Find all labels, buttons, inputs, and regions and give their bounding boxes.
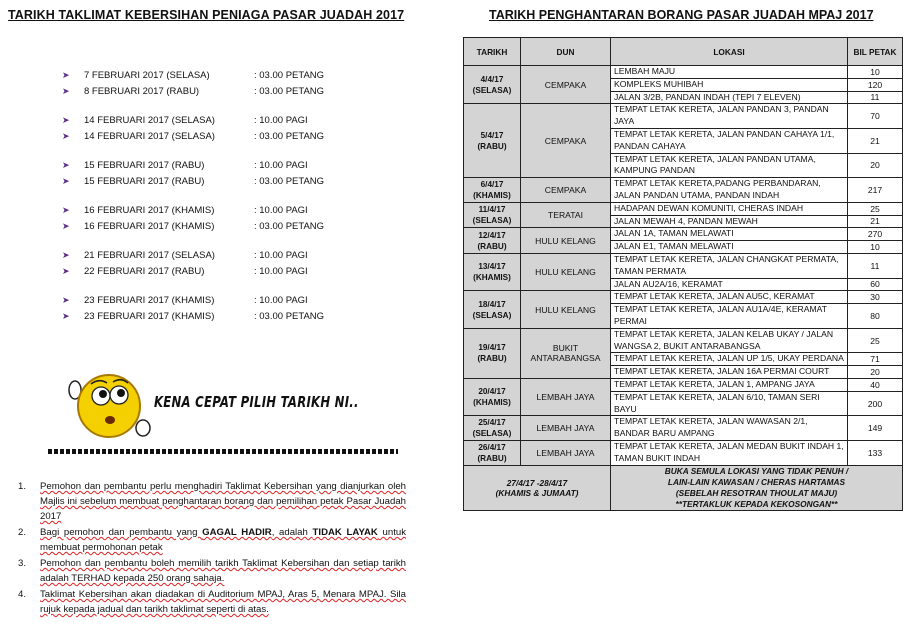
dotted-divider — [48, 449, 398, 454]
location-name: JALAN AU2A/16, KERAMAT — [611, 278, 848, 291]
lot-count: 40 — [848, 378, 903, 391]
smiley-icon — [63, 368, 153, 444]
location-name: TEMPAT LETAK KERETA, JALAN AU1A/4E, KERAMAT PERMAI — [611, 304, 848, 329]
note-text-part: GAGAL HADIR — [202, 527, 272, 538]
delivery-date — [464, 202, 521, 228]
delivery-date — [464, 378, 521, 415]
schedule-time: : 10.00 PAGI — [254, 249, 308, 261]
delivery-day: (RABU) — [477, 241, 507, 251]
location-name: JALAN 3/2B, PANDAN INDAH (TEPI 7 ELEVEN) — [611, 91, 848, 104]
note-text-part: Taklimat Kebersihan akan diadakan di Auditorium MPAJ, Aras 5, Menara MPAJ. Sila rujuk kepada jadual dan tarikh taklimat seperti di atas. — [40, 589, 406, 615]
location-name: TEMPAT LETAK KERETA, JALAN AU5C, KERAMAT — [611, 291, 848, 304]
notes-list — [18, 479, 406, 618]
schedule-date: 16 FEBRUARI 2017 (KHAMIS) — [84, 204, 215, 216]
schedule-row — [62, 67, 382, 83]
delivery-day: (SELASA) — [472, 216, 512, 226]
dun-name: LEMBAH JAYA — [521, 378, 611, 415]
bullet-arrow-icon: ➤ — [62, 130, 70, 141]
lot-count: 200 — [848, 391, 903, 416]
bullet-arrow-icon: ➤ — [62, 220, 70, 231]
bullet-arrow-icon: ➤ — [62, 69, 70, 80]
schedule-row — [62, 112, 382, 128]
lot-count: 20 — [848, 366, 903, 379]
location-name: JALAN MEWAH 4, PANDAN MEWAH — [611, 215, 848, 228]
lot-count: 120 — [848, 78, 903, 91]
delivery-date-value: 6/4/17 — [480, 179, 504, 189]
final-dates — [464, 465, 611, 510]
dun-name: CEMPAKA — [521, 178, 611, 203]
bullet-arrow-icon: ➤ — [62, 204, 70, 215]
bullet-arrow-icon: ➤ — [62, 159, 70, 170]
schedule-date: 23 FEBRUARI 2017 (KHAMIS) — [84, 294, 215, 306]
schedule-group — [62, 247, 382, 279]
location-name: TEMPAT LETAK KERETA, JALAN PANDAN UTAMA, KAMPUNG PANDAN — [611, 153, 848, 178]
lot-count: 149 — [848, 416, 903, 441]
header-bil-petak: BIL PETAK — [848, 38, 903, 66]
note-item — [18, 556, 406, 586]
schedule-row — [62, 292, 382, 308]
schedule-row — [62, 202, 382, 218]
schedule-time: : 03.00 PETANG — [254, 175, 325, 187]
schedule-date: 7 FEBRUARI 2017 (SELASA) — [84, 69, 210, 81]
note-text-part: TIDAK LAYAK — [312, 527, 378, 538]
lot-count: 10 — [848, 66, 903, 79]
lot-count: 71 — [848, 353, 903, 366]
location-name: JALAN E1, TAMAN MELAWATI — [611, 241, 848, 254]
note-text-part: Bagi pemohon dan pembantu yang — [40, 527, 203, 538]
final-row — [464, 465, 903, 510]
table-row — [464, 328, 903, 353]
final-note — [611, 465, 903, 510]
dun-name: LEMBAH JAYA — [521, 416, 611, 441]
schedule-time: : 03.00 PETANG — [254, 85, 325, 97]
table-row — [464, 378, 903, 391]
schedule-row — [62, 247, 382, 263]
schedule-date: 8 FEBRUARI 2017 (RABU) — [84, 85, 200, 97]
header-lokasi: LOKASI — [611, 38, 848, 66]
delivery-date — [464, 178, 521, 203]
location-name: TEMPAT LETAK KERETA, JALAN WAWASAN 2/1, BANDAR BARU AMPANG — [611, 416, 848, 441]
delivery-date — [464, 328, 521, 378]
lot-count: 11 — [848, 253, 903, 278]
delivery-date-value: 25/4/17 — [478, 418, 506, 428]
location-name: TEMPAT LETAK KERETA, JALAN 16A PERMAI COURT — [611, 366, 848, 379]
location-name: TEMPAT LETAK KERETA, JALAN 6/10, TAMAN SERI BAYU — [611, 391, 848, 416]
schedule-time: : 10.00 PAGI — [254, 294, 308, 306]
header-dun: DUN — [521, 38, 611, 66]
location-name: TEMPAT LETAK KERETA,PADANG PERBANDARAN, JALAN PANDAN UTAMA, PANDAN INDAH — [611, 178, 848, 203]
schedule-row — [62, 218, 382, 234]
delivery-date — [464, 253, 521, 290]
schedule-date: 14 FEBRUARI 2017 (SELASA) — [84, 114, 215, 126]
note-text-part: Pemohon dan pembantu boleh memilih tarikh Taklimat Kebersihan dan setiap tarikh adalah TERHAD kepada 250 orang sahaja. — [40, 558, 406, 584]
dun-name: HULU KELANG — [521, 291, 611, 328]
schedule-row — [62, 128, 382, 144]
delivery-panel — [455, 0, 910, 644]
final-note-line: LAIN-LAIN KAWASAN / CHERAS HARTAMAS — [667, 476, 846, 487]
location-name: TEMPAT LETAK KERETA, JALAN CHANGKAT PERMATA, TAMAN PERMATA — [611, 253, 848, 278]
delivery-date-value: 11/4/17 — [478, 205, 506, 215]
schedule-time: : 10.00 PAGI — [254, 114, 308, 126]
table-row — [464, 291, 903, 304]
schedule-row — [62, 83, 382, 99]
table-row — [464, 440, 903, 465]
lot-count: 21 — [848, 128, 903, 153]
schedule-row — [62, 308, 382, 324]
final-date-range: 27/4/17 -28/4/17 — [506, 477, 568, 488]
schedule-group — [62, 202, 382, 234]
dun-name: BUKIT ANTARABANGSA — [521, 328, 611, 378]
note-item — [18, 479, 406, 524]
note-text — [40, 479, 406, 524]
location-name: TEMPAT LETAK KERETA, JALAN MEDAN BUKIT INDAH 1, TAMAN BUKIT INDAH — [611, 440, 848, 465]
lot-count: 217 — [848, 178, 903, 203]
note-number: 1. — [18, 481, 27, 492]
delivery-title: TARIKH PENGHANTARAN BORANG PASAR JUADAH MPAJ 2017 — [489, 8, 874, 22]
table-row — [464, 228, 903, 241]
schedule-time: : 10.00 PAGI — [254, 159, 308, 171]
schedule-date: 16 FEBRUARI 2017 (KHAMIS) — [84, 220, 215, 232]
final-date-days: (KHAMIS & JUMAAT) — [495, 487, 579, 498]
delivery-day: (SELASA) — [472, 85, 512, 95]
header-tarikh: TARIKH — [464, 38, 521, 66]
dun-name: HULU KELANG — [521, 253, 611, 290]
delivery-day: (KHAMIS) — [473, 190, 511, 200]
delivery-day: (KHAMIS) — [473, 398, 511, 408]
schedule-date: 21 FEBRUARI 2017 (SELASA) — [84, 249, 215, 261]
note-text-part: , adalah — [271, 527, 313, 538]
bullet-arrow-icon: ➤ — [62, 85, 70, 96]
delivery-date-value: 12/4/17 — [478, 230, 506, 240]
schedule-time: : 10.00 PAGI — [254, 265, 308, 277]
location-name: TEMPAT LETAK KERETA, JALAN PANDAN 3, PANDAN JAYA — [611, 104, 848, 129]
location-name: LEMBAH MAJU — [611, 66, 848, 79]
schedule-time: : 03.00 PETANG — [254, 69, 325, 81]
delivery-date — [464, 440, 521, 465]
delivery-date-value: 20/4/17 — [478, 387, 506, 397]
lot-count: 25 — [848, 202, 903, 215]
lot-count: 70 — [848, 104, 903, 129]
briefing-title: TARIKH TAKLIMAT KEBERSIHAN PENIAGA PASAR JUADAH 2017 — [8, 8, 405, 22]
schedule-time: : 03.00 PETANG — [254, 310, 325, 322]
final-note-line: (SEBELAH RESOTRAN THOULAT MAJU) — [675, 487, 838, 498]
location-name: TEMPAT LETAK KERETA, JALAN KELAB UKAY / JALAN WANGSA 2, BUKIT ANTARABANGSA — [611, 328, 848, 353]
delivery-date — [464, 291, 521, 328]
lot-count: 25 — [848, 328, 903, 353]
delivery-date — [464, 416, 521, 441]
bullet-arrow-icon: ➤ — [62, 249, 70, 260]
schedule-date: 15 FEBRUARI 2017 (RABU) — [84, 159, 205, 171]
bullet-arrow-icon: ➤ — [62, 294, 70, 305]
location-name: HADAPAN DEWAN KOMUNITI, CHERAS INDAH — [611, 202, 848, 215]
location-name: TEMPAT LETAK KERETA, JALAN 1, AMPANG JAYA — [611, 378, 848, 391]
note-text-part: untuk membuat permohonan petak — [40, 527, 407, 553]
schedule-group — [62, 112, 382, 144]
delivery-date-value: 26/4/17 — [478, 442, 506, 452]
lot-count: 60 — [848, 278, 903, 291]
location-name: KOMPLEKS MUHIBAH — [611, 78, 848, 91]
location-name: JALAN 1A, TAMAN MELAWATI — [611, 228, 848, 241]
note-text — [40, 556, 406, 586]
location-name: TEMPAT LETAK KERETA, JALAN UP 1/5, UKAY PERDANA — [611, 353, 848, 366]
delivery-date-value: 18/4/17 — [478, 299, 506, 309]
dun-name: HULU KELANG — [521, 228, 611, 254]
location-name: TEMPAT LETAK KERETA, JALAN PANDAN CAHAYA 1/1, PANDAN CAHAYA — [611, 128, 848, 153]
delivery-date-value: 19/4/17 — [478, 343, 506, 353]
delivery-day: (RABU) — [477, 453, 507, 463]
delivery-date-value: 5/4/17 — [480, 130, 504, 140]
dun-name: TERATAI — [521, 202, 611, 228]
delivery-day: (RABU) — [477, 354, 507, 364]
note-number: 2. — [18, 527, 27, 538]
note-text — [40, 525, 406, 555]
table-row — [464, 66, 903, 79]
delivery-day: (KHAMIS) — [473, 273, 511, 283]
delivery-day: (RABU) — [477, 141, 507, 151]
schedule-row — [62, 157, 382, 173]
schedule-group — [62, 157, 382, 189]
table-row — [464, 253, 903, 278]
delivery-table — [463, 37, 903, 511]
schedule-row — [62, 173, 382, 189]
schedule-time: : 03.00 PETANG — [254, 130, 325, 142]
table-header-row — [464, 38, 903, 66]
delivery-date — [464, 228, 521, 254]
table-body — [464, 66, 903, 511]
dun-name: LEMBAH JAYA — [521, 440, 611, 465]
bullet-arrow-icon: ➤ — [62, 310, 70, 321]
note-text — [40, 587, 406, 617]
delivery-date-value: 13/4/17 — [478, 262, 506, 272]
delivery-date — [464, 104, 521, 178]
lot-count: 270 — [848, 228, 903, 241]
schedule-time: : 03.00 PETANG — [254, 220, 325, 232]
lot-count: 80 — [848, 304, 903, 329]
schedule-date: 22 FEBRUARI 2017 (RABU) — [84, 265, 205, 277]
note-text-part: Pemohon dan pembantu perlu menghadiri Taklimat Kebersihan yang dianjurkan oleh Majlis ini sebelum membuat penghantaran borang dan pemilihan petak Pasar Juadah 2017 — [40, 481, 406, 522]
delivery-day: (SELASA) — [472, 310, 512, 320]
table-row — [464, 202, 903, 215]
lot-count: 10 — [848, 241, 903, 254]
schedule-row — [62, 263, 382, 279]
schedule-group — [62, 292, 382, 324]
bullet-arrow-icon: ➤ — [62, 175, 70, 186]
table-row — [464, 104, 903, 129]
schedule-time: : 10.00 PAGI — [254, 204, 308, 216]
lot-count: 11 — [848, 91, 903, 104]
schedule-date: 23 FEBRUARI 2017 (KHAMIS) — [84, 310, 215, 322]
schedule-date: 15 FEBRUARI 2017 (RABU) — [84, 175, 205, 187]
lot-count: 133 — [848, 440, 903, 465]
final-note-line: BUKA SEMULA LOKASI YANG TIDAK PENUH / — [664, 465, 849, 476]
note-item — [18, 525, 406, 555]
lot-count: 20 — [848, 153, 903, 178]
bullet-arrow-icon: ➤ — [62, 114, 70, 125]
bullet-arrow-icon: ➤ — [62, 265, 70, 276]
banner-text: KENA CEPAT PILIH TARIKH NI.. — [154, 393, 359, 411]
delivery-date-value: 4/4/17 — [480, 74, 504, 84]
table-row — [464, 178, 903, 203]
briefing-schedule — [62, 67, 382, 337]
delivery-date — [464, 66, 521, 104]
note-number: 4. — [18, 589, 27, 600]
lot-count: 21 — [848, 215, 903, 228]
dun-name: CEMPAKA — [521, 104, 611, 178]
final-note-line: **TERTAKLUK KEPADA KEKOSONGAN** — [675, 498, 838, 509]
table-row — [464, 416, 903, 441]
note-item — [18, 587, 406, 617]
schedule-group — [62, 67, 382, 99]
lot-count: 30 — [848, 291, 903, 304]
note-number: 3. — [18, 558, 27, 569]
delivery-day: (SELASA) — [472, 429, 512, 439]
schedule-date: 14 FEBRUARI 2017 (SELASA) — [84, 130, 215, 142]
dun-name: CEMPAKA — [521, 66, 611, 104]
